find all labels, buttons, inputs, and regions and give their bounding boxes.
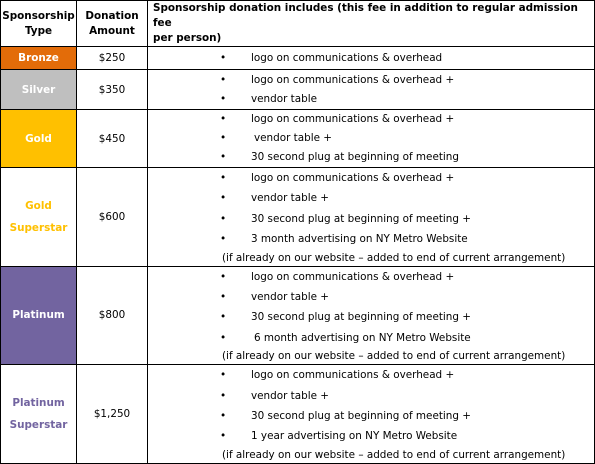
benefit-text: vendor table + [251, 389, 329, 402]
benefit-text: 30 second plug at beginning of meeting + [251, 409, 471, 422]
website-note: (if already on our website – added to end of current arrangement) [222, 350, 566, 363]
benefit-item [148, 426, 594, 446]
benefit-list [148, 71, 594, 109]
bullet-icon: • [220, 151, 227, 163]
header-amount-line1: Donation [85, 9, 139, 22]
bullet-icon: • [220, 172, 227, 184]
tier-amount: $800 [98, 309, 126, 322]
bullet-icon: • [220, 290, 227, 303]
bullet-icon: • [220, 369, 227, 382]
header-row [1, 1, 595, 47]
benefit-text: 30 second plug at beginning of meeting + [251, 311, 471, 324]
tier-name-cell [1, 70, 77, 110]
benefit-item [148, 365, 594, 385]
benefit-text: 30 second plug at beginning of meeting [251, 151, 459, 163]
tier-benefits-cell [148, 47, 595, 70]
tier-name: Bronze [18, 52, 59, 64]
benefit-text: logo on communications & overhead + [251, 73, 455, 86]
header-sponsorship-type [1, 1, 77, 47]
tier-name: Gold [25, 132, 52, 145]
header-desc-line1: Sponsorship donation includes (this fee in addition to regular admission fee [153, 2, 578, 29]
benefit-item [148, 328, 594, 348]
benefit-text: 3 month advertising on NY Metro Website [251, 233, 468, 246]
bullet-icon: • [220, 113, 227, 125]
tier-amount: $450 [98, 132, 126, 145]
bullet-icon: • [220, 212, 227, 225]
benefit-text: vendor table + [254, 132, 332, 144]
benefit-item [148, 50, 594, 67]
benefit-text: vendor table [251, 92, 317, 105]
tier-name-cell [1, 168, 77, 267]
benefit-text: logo on communications & overhead + [251, 172, 455, 184]
benefit-item [148, 287, 594, 307]
tier-row-platinum-superstar [1, 365, 595, 464]
benefit-text: logo on communications & overhead + [251, 113, 455, 125]
website-note: (if already on our website – added to end of current arrangement) [222, 448, 566, 461]
tier-benefits-cell [148, 168, 595, 267]
benefit-item [148, 229, 594, 249]
bullet-icon: • [220, 192, 227, 205]
benefit-item [148, 267, 594, 287]
header-desc-line2: per person) [153, 32, 222, 44]
tier-amount: $250 [98, 52, 126, 64]
bullet-icon: • [220, 389, 227, 402]
tier-amount-cell [77, 70, 148, 110]
tier-name-line2: Superstar [9, 418, 68, 431]
benefit-text: vendor table + [251, 290, 329, 303]
benefit-item [148, 71, 594, 90]
header-description [148, 1, 595, 47]
benefit-item [148, 168, 594, 188]
tier-name-cell [1, 365, 77, 464]
tier-amount: $350 [98, 83, 126, 96]
benefit-text: 6 month advertising on NY Metro Website [254, 331, 471, 344]
tier-row-gold [1, 110, 595, 168]
tier-benefits-cell [148, 110, 595, 168]
tier-amount-cell [77, 365, 148, 464]
bullet-icon: • [220, 132, 227, 144]
benefit-item [148, 188, 594, 208]
bullet-icon: • [220, 92, 227, 105]
tier-name-line2: Superstar [9, 221, 68, 234]
tier-name: Platinum [12, 396, 65, 409]
tier-amount: $600 [98, 210, 126, 223]
benefit-list [148, 110, 594, 167]
tier-name: Gold [25, 199, 52, 212]
benefit-text: logo on communications & overhead + [251, 369, 455, 382]
tier-amount: $1,250 [93, 407, 131, 420]
tier-row-platinum [1, 266, 595, 365]
benefit-item [148, 307, 594, 327]
benefit-list [148, 365, 594, 447]
tier-amount-cell [77, 168, 148, 267]
bullet-icon: • [220, 430, 227, 443]
benefit-list [148, 267, 594, 349]
benefit-item [148, 209, 594, 229]
tier-benefits-cell [148, 266, 595, 365]
website-note: (if already on our website – added to end of current arrangement) [222, 251, 566, 264]
benefit-item [148, 386, 594, 406]
tier-amount-cell [77, 47, 148, 70]
benefit-item [148, 148, 594, 167]
tier-amount-cell [77, 110, 148, 168]
header-type-line1: Sponsorship [2, 9, 75, 22]
benefit-text: 30 second plug at beginning of meeting + [251, 212, 471, 225]
bullet-icon: • [220, 409, 227, 422]
tier-name-cell [1, 47, 77, 70]
benefit-text: logo on communications & overhead [251, 51, 443, 64]
bullet-icon: • [220, 270, 227, 283]
bullet-icon: • [220, 73, 227, 86]
benefit-text: logo on communications & overhead + [251, 270, 455, 283]
tier-name-cell [1, 266, 77, 365]
benefit-list [148, 50, 594, 67]
tier-amount-cell [77, 266, 148, 365]
tier-row-bronze [1, 47, 595, 70]
benefit-item [148, 90, 594, 109]
tier-row-silver [1, 70, 595, 110]
benefit-text: 1 year advertising on NY Metro Website [251, 430, 458, 443]
tier-name: Platinum [12, 309, 65, 322]
tier-benefits-cell [148, 70, 595, 110]
bullet-icon: • [220, 51, 227, 64]
header-type-line2: Type [24, 24, 53, 37]
header-donation-amount [77, 1, 148, 47]
benefit-item [148, 129, 594, 148]
header-amount-line2: Amount [89, 24, 135, 37]
benefit-list [148, 168, 594, 250]
bullet-icon: • [220, 311, 227, 324]
benefit-item [148, 110, 594, 129]
tier-row-gold-superstar [1, 168, 595, 267]
bullet-icon: • [220, 331, 227, 344]
tier-name: Silver [21, 83, 56, 96]
benefit-item [148, 406, 594, 426]
tier-benefits-cell [148, 365, 595, 464]
benefit-text: vendor table + [251, 192, 329, 205]
bullet-icon: • [220, 233, 227, 246]
tier-name-cell [1, 110, 77, 168]
